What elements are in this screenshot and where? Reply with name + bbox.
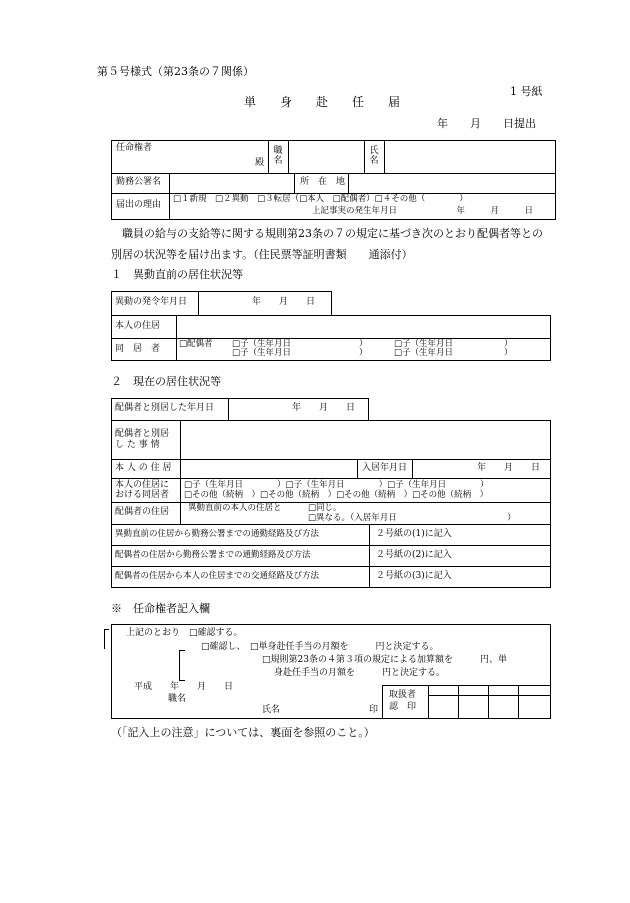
s2-route-3: 配偶者の住居から本人の住居までの交通経路及び方法 [115, 571, 320, 581]
s2-same-check[interactable]: □同じ。 [308, 503, 342, 513]
job-title-field[interactable] [290, 143, 362, 171]
s3-in: 印 [369, 705, 379, 715]
s1-child-l1[interactable]: □子（生年月日 ） [232, 339, 368, 349]
form-number: 第５号様式（第23条の７関係） [97, 65, 254, 78]
s3-line-4: 身赴任手当の月額を 円と決定する。 [274, 668, 446, 678]
reason-label: 届出の理由 [116, 200, 162, 210]
dono: 殿 [255, 158, 265, 168]
s3-box [111, 624, 551, 719]
s2-route-2-ref: ２号紙の(2)に記入 [376, 550, 452, 560]
s3-shimei: 氏名 [262, 705, 281, 715]
reason-date[interactable]: 上記事実の発生年月日 年 月 日 [312, 206, 534, 216]
s2-self-res-field[interactable] [182, 460, 355, 477]
s2-sep-date-value[interactable]: 年 月 日 [292, 403, 356, 413]
page-tag: 1 号紙 [510, 85, 543, 98]
s2-route-1-ref: ２号紙の(1)に記入 [376, 529, 452, 539]
s2-spouse-res-text: 異動直前の本人の住居と [188, 503, 282, 513]
s2-route-1: 異動直前の住居から勤務公署までの通勤経路及び方法 [115, 529, 320, 539]
s2-circ-field[interactable] [182, 423, 548, 457]
location-label: 所 在 地 [300, 177, 346, 187]
s1-child-r2[interactable]: □子（生年月日 ） [394, 348, 513, 358]
location-field[interactable] [350, 174, 553, 192]
mei-char: 名 [273, 156, 283, 166]
s2-date-tab [111, 398, 369, 421]
intro-line-1: 職員の給与の支給等に関する規則第23条の７の規定に基づき次のとおり配偶者等との [111, 227, 543, 240]
s3-line-2[interactable]: □確認し、 □単身赴任手当の月額を 円と決定する。 [201, 642, 439, 652]
s2-circ-label-2: し た 事 情 [115, 440, 160, 450]
s3-handler-2: 認 印 [389, 702, 417, 712]
s2-circ-label-1: 配偶者と別居 [115, 429, 170, 439]
submit-date: 年 月 日提出 [437, 117, 536, 130]
name-field[interactable] [386, 143, 552, 171]
applicant-table [111, 140, 556, 220]
s2-spouse-res-label: 配偶者の住居 [115, 507, 170, 517]
s1-date-tab [111, 291, 332, 316]
s2-move-in-label: 入居年月日 [362, 463, 408, 473]
reason-options[interactable]: □１新規 □２異動 □３転居（□本人 □配偶者）□４その他（ ） [173, 194, 468, 204]
s2-sep-date-label: 配偶者と別居した年月日 [115, 403, 215, 413]
s3-line-1[interactable]: 上記のとおり □確認する。 [126, 628, 243, 638]
s2-self-res-label: 本 人 の 住 居 [115, 463, 172, 473]
section1-heading: １ 異動直前の居住状況等 [111, 268, 243, 281]
section2-heading: ２ 現在の居住状況等 [111, 375, 221, 388]
s1-cohab-label: 同 居 者 [115, 344, 161, 354]
footer-note: （「記入上の注意」については、裏面を参照のこと。） [111, 726, 375, 739]
s2-route-2: 配偶者の住居から勤務公署までの通勤経路及び方法 [115, 550, 311, 560]
uji-char: 氏 [369, 146, 379, 156]
s3-shokumei: 職名 [168, 694, 187, 704]
office-field[interactable] [171, 174, 292, 192]
section3-heading: ※ 任命権者記入欄 [111, 602, 210, 615]
shoku-char: 職 [273, 146, 283, 156]
s2-move-in-value[interactable]: 年 月 日 [477, 463, 541, 473]
s2-cohab-row-1[interactable]: □子（生年月日 ）□子（生年月日 ）□子（生年月日 ） [184, 480, 489, 490]
s1-date-label: 異動の発令年月日 [115, 297, 188, 307]
s2-table [111, 420, 551, 588]
mei-char-2: 名 [369, 156, 379, 166]
s1-child-l2[interactable]: □子（生年月日 ） [232, 348, 368, 358]
s1-date-value[interactable]: 年 月 日 [252, 297, 316, 307]
intro-line-2: 別居の状況等を届け出ます。（住民票等証明書類 通添付） [111, 248, 413, 261]
s2-cohab-label-2: おける同居者 [115, 490, 170, 500]
s1-residence-label: 本人の住居 [115, 321, 161, 331]
appointer-label: 任命権者 [116, 143, 153, 153]
s1-spouse-check[interactable]: □配偶者 [179, 339, 213, 349]
s2-route-3-ref: ２号紙の(3)に記入 [376, 571, 452, 581]
s1-residence-field[interactable] [178, 317, 548, 337]
document-title: 単 身 赴 任 届 [244, 95, 401, 109]
s3-line-3[interactable]: □規則第23条の４第３項の規定による加算額を 円、単 [262, 655, 507, 665]
office-label: 勤務公署名 [116, 177, 162, 187]
s3-heisei-date[interactable]: 平成 年 月 日 [134, 682, 234, 692]
s1-table [111, 315, 551, 361]
s1-child-r1[interactable]: □子（生年月日 ） [394, 339, 513, 349]
s2-cohab-label-1: 本人の住居に [115, 480, 170, 490]
s3-handler-1: 取扱者 [389, 690, 417, 700]
s2-cohab-row-2[interactable]: □その他（続柄 ）□その他（続柄 ）□その他（続柄 ）□その他（続柄 ） [184, 490, 489, 500]
s2-diff-check[interactable]: □異なる。（入居年月日 ） [308, 513, 516, 523]
